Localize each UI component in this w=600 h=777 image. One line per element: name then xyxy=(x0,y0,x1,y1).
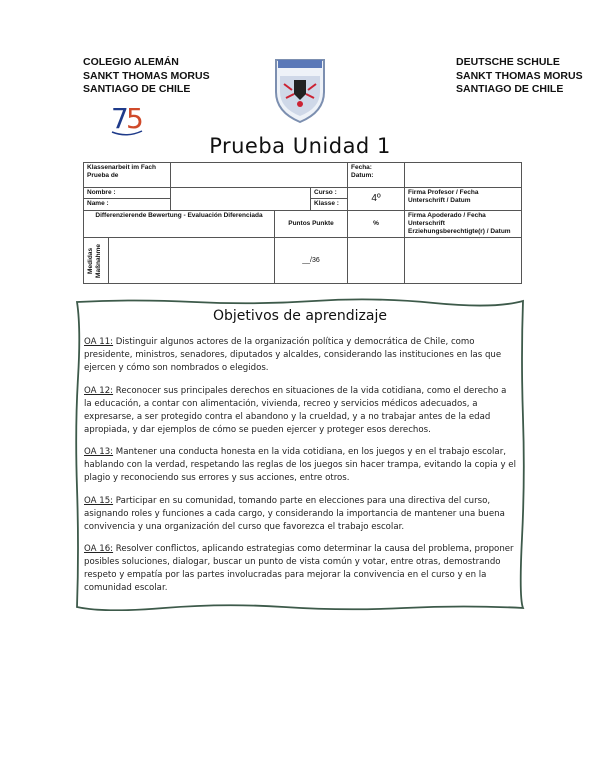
objective-text: Participar en su comunidad, tomando parte en elecciones para una directiva del curso, asignando roles y funciones a cada cargo, y considerando la importancia de mantener una buena convivencia y una organización del curso que favorezca el trabajo escolar. xyxy=(84,495,505,532)
objective-text: Resolver conflictos, aplicando estrategias como determinar la causa del problema, proponer posibles soluciones, dialogar, buscar un punto de vista común y votar, entre otras, demostrando respeto y empatía por las partes involucradas para mejorar la convivencia en el curso y en la comunidad escolar. xyxy=(84,544,514,593)
curso-label: Curso : xyxy=(311,188,348,199)
unterschrift-label: Unterschrift / Datum xyxy=(408,197,471,204)
nombre-label: Nombre : xyxy=(84,188,171,199)
klasse-label: Klasse : xyxy=(311,199,348,211)
objective-code: OA 12: xyxy=(84,385,114,396)
logo-five: 5 xyxy=(126,102,144,135)
school-name-es xyxy=(83,56,210,97)
apoderado-signature-field[interactable] xyxy=(405,238,522,284)
curso-value: 4º xyxy=(348,188,405,211)
percent-label: % xyxy=(348,211,405,238)
header-right-line-3: SANTIAGO DE CHILE xyxy=(456,83,564,95)
subject-label-cell xyxy=(84,163,171,188)
datum-label: Datum: xyxy=(351,172,374,179)
objective-item xyxy=(84,336,516,375)
header-left-line-3: SANTIAGO DE CHILE xyxy=(83,83,191,95)
header-right-line-1: DEUTSCHE SCHULE xyxy=(456,56,560,68)
anniversary-75-logo xyxy=(108,98,146,138)
date-field[interactable] xyxy=(405,163,522,188)
prueba-de-label: Prueba de xyxy=(87,172,119,179)
objective-code: OA 11: xyxy=(84,337,114,347)
objective-code: OA 15: xyxy=(84,495,114,506)
objectives-box xyxy=(74,298,526,611)
firma-profesor-label: Firma Profesor / Fecha xyxy=(408,189,479,196)
firma-apoderado-label: Firma Apoderado / Fecha xyxy=(408,212,486,219)
unterschrift-erz-label: Unterschrift Erziehungsberechtigte(r) / Datum xyxy=(408,220,511,235)
subject-field[interactable] xyxy=(171,163,348,188)
objective-text: Mantener una conducta honesta en la vida cotidiana, en los juegos y en el trabajo escolar, hablando con la verdad, respetando las reglas de los juegos sin hacer trampa, evitando la copia y el plagio y reconociendo sus errores y sus acciones, entre otros. xyxy=(84,447,516,483)
puntos-label: Puntos Punkte xyxy=(275,211,348,238)
page-title: Prueba Unidad 1 xyxy=(209,134,391,158)
objective-item xyxy=(84,385,516,437)
medidas-cell xyxy=(84,238,109,284)
score-field[interactable]: __/36 xyxy=(275,238,348,284)
header-left-line-2: SANKT THOMAS MORUS xyxy=(83,69,210,82)
name-label: Name : xyxy=(84,199,171,211)
percent-field[interactable] xyxy=(348,238,405,284)
medidas-field[interactable] xyxy=(109,238,275,284)
objective-item xyxy=(84,495,516,534)
objective-text: Reconocer sus principales derechos en situaciones de la vida cotidiana, como el derecho a la educación, a contar con alimentación, vivienda, recreo y servicios médicos adecuados, a expresarse, a ser protegido contra el abandono y la crueldad, y a no trabajar antes de la edad apropiada, y dar ejemplos de cómo se pueden ejercer y proteger esos derechos. xyxy=(84,385,507,435)
exam-info-table xyxy=(83,162,522,284)
diferenciada-label: Differenzierende Bewertung - Evaluación Diferenciada xyxy=(84,211,275,238)
date-label-cell xyxy=(348,163,405,188)
school-name-de xyxy=(456,56,583,97)
firma-apoderado-cell[interactable] xyxy=(405,211,522,238)
objective-item xyxy=(84,446,516,485)
objective-item xyxy=(84,543,516,595)
objective-text: Distinguir algunos actores de la organización política y democrática de Chile, como presidente, ministros, senadores, diputados y alcaldes, considerando las instituciones en las que ejercen y cómo son nombrados o elegidos. xyxy=(84,337,502,373)
objectives-heading: Objetivos de aprendizaje xyxy=(213,308,387,324)
header-right-line-2: SANKT THOMAS MORUS xyxy=(456,69,583,82)
objective-code: OA 13: xyxy=(84,447,114,457)
firma-profesor-cell[interactable] xyxy=(405,188,522,211)
objectives-list xyxy=(84,336,516,605)
objective-code: OA 16: xyxy=(84,544,114,554)
header-left-line-1: COLEGIO ALEMÁN xyxy=(83,56,179,68)
logo-seven: 7 xyxy=(111,102,129,135)
fecha-label: Fecha: xyxy=(351,164,372,171)
massnahme-label: Maßnahme xyxy=(95,243,102,278)
medidas-label: Medidas xyxy=(87,247,94,274)
klassenarbeit-label: Klassenarbeit im Fach xyxy=(87,164,156,171)
name-field[interactable] xyxy=(171,188,311,211)
school-crest-icon xyxy=(272,54,328,124)
